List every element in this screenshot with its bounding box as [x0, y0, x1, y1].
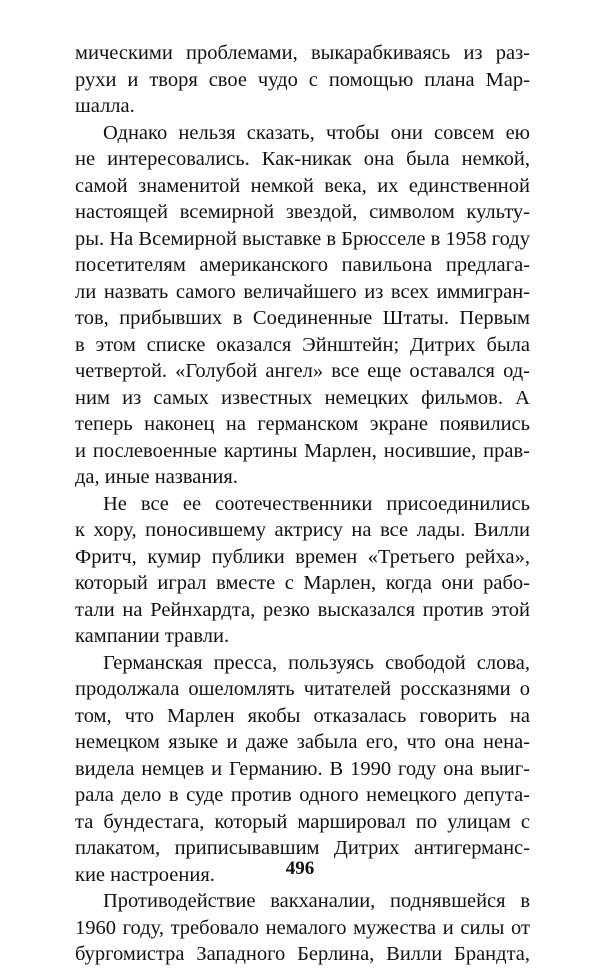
- page-number: 496: [285, 858, 315, 879]
- text-line: самой знаменитой немкой века, их единственной: [75, 174, 530, 197]
- text-line: к хору, поносившему актрису на все лады. Вилли: [75, 519, 530, 541]
- text-line: ним из самых известных немецких фильмов. А: [75, 386, 530, 409]
- text-line: и послевоенные картины Марлен, носившие, прав-: [75, 439, 530, 462]
- text-line: Однако нельзя сказать, чтобы они совсем ею: [103, 121, 530, 144]
- text-line: кие настроения.: [75, 863, 215, 886]
- text-line: мическими проблемами, выкарабкиваясь из раз-: [75, 42, 530, 64]
- text-line: теперь наконец на германском экране появились: [75, 413, 530, 435]
- text-line: не интересовались. Как-никак она была немкой,: [75, 148, 530, 170]
- text-line: да, иные названия.: [75, 466, 238, 488]
- text-line: который играл вместе с Марлен, когда они рабо-: [75, 572, 530, 594]
- text-line: немецком языке и даже забыла его, что она нена-: [75, 731, 530, 753]
- text-line: в этом списке оказался Эйнштейн; Дитрих была: [75, 333, 530, 356]
- text-line: том, что Марлен якобы отказалась говорить на: [75, 704, 530, 727]
- text-line: шалла.: [75, 95, 135, 117]
- text-line: Германская пресса, пользуясь свободой слова,: [103, 651, 530, 674]
- text-line: плакатом, приписывавшим Дитрих антигерманс-: [75, 837, 530, 859]
- book-page-text: [75, 40, 530, 968]
- text-line: видела немцев и Германию. В 1990 году она выиг-: [75, 757, 530, 780]
- text-line: Противодействие вакханалии, поднявшейся в: [103, 890, 530, 912]
- text-line: кампании травли.: [75, 625, 230, 647]
- text-line: рухи и творя свое чудо с помощью плана Мар-: [75, 68, 530, 91]
- text-line: Фритч, кумир публики времен «Третьего рейха»,: [75, 545, 530, 568]
- text-line: ли назвать самого величайшего из всех иммигран-: [75, 280, 530, 303]
- text-line: рала дело в суде против одного немецкого депута-: [75, 784, 530, 806]
- text-line: тов, прибывших в Соединенные Штаты. Первым: [75, 307, 530, 329]
- text-line: четвертой. «Голубой ангел» все еще оставался од-: [75, 360, 530, 382]
- text-line: ры. На Всемирной выставке в Брюсселе в 1958 году: [75, 227, 530, 250]
- text-line: тали на Рейнхардта, резко высказался против этой: [75, 598, 530, 621]
- text-line: 1960 году, требовало немалого мужества и силы от: [75, 916, 530, 939]
- text-line: та бундестага, который маршировал по улицам с: [75, 810, 530, 833]
- text-line: настоящей всемирной звездой, символом культу-: [75, 201, 530, 223]
- text-line: продолжала ошеломлять читателей россказнями о: [75, 678, 530, 700]
- text-line: бургомистра Западного Берлина, Вилли Брандта,: [75, 943, 530, 965]
- text-line: посетителям американского павильона предлага-: [75, 254, 530, 276]
- text-line: Не все ее соотечественники присоединились: [103, 492, 530, 515]
